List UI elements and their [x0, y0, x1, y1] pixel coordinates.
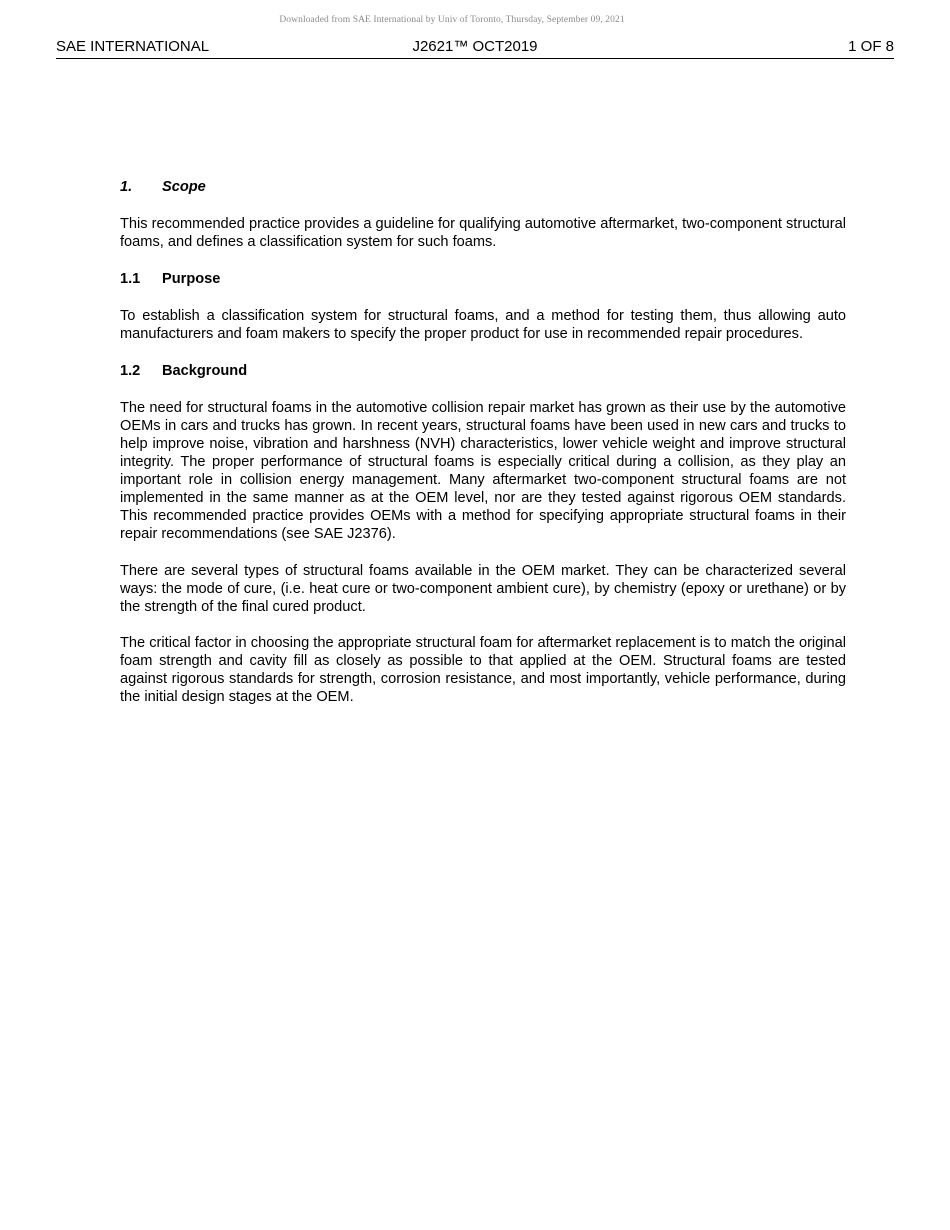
section-number: 1.2 — [120, 363, 141, 379]
document-body — [120, 178, 846, 706]
section-heading-background — [120, 362, 846, 380]
section-heading-scope — [120, 178, 846, 196]
page-header — [56, 38, 894, 59]
section-title: Background — [162, 363, 248, 379]
section-heading-purpose — [120, 270, 846, 288]
header-page-number: 1 OF 8 — [848, 38, 894, 55]
download-watermark: Downloaded from SAE International by Univ of Toronto, Thursday, September 09, 2021 — [279, 15, 625, 25]
section-title: Purpose — [162, 271, 221, 287]
background-paragraph: There are several types of structural foams available in the OEM market. They can be characterized several ways: the mode of cure, (i.e. heat cure or two-component ambient cure), by chemistry (epoxy or urethane) or by the strength of the final cured product. — [120, 563, 846, 615]
section-number: 1. — [120, 179, 133, 195]
purpose-paragraph: To establish a classification system for structural foams, and a method for testing them, thus allowing auto manufacturers and foam makers to specify the proper product for use in recommended repair procedures. — [120, 308, 846, 342]
scope-paragraph: This recommended practice provides a guideline for qualifying automotive aftermarket, two-component structural foams, and defines a classification system for such foams. — [120, 216, 846, 250]
header-publisher: SAE INTERNATIONAL — [56, 38, 210, 55]
section-title: Scope — [162, 179, 206, 195]
background-paragraph: The critical factor in choosing the appropriate structural foam for aftermarket replacement is to match the original foam strength and cavity fill as closely as possible to that applied at the OEM. Structural foams are tested against rigorous standards for strength, corrosion resistance, and most importantly, vehicle performance, during the initial design stages at the OEM. — [120, 635, 846, 705]
background-paragraph: The need for structural foams in the automotive collision repair market has grown as their use by the automotive OEMs in cars and trucks has grown. In recent years, structural foams have been used in new cars and trucks to help improve noise, vibration and harshness (NVH) characteristics, lower vehicle weight and improve structural integrity. The proper performance of structural foams is especially critical during a collision, as they play an important role in collision energy management. Many aftermarket two-component structural foams are not implemented in the same manner as at the OEM level, nor are they tested against rigorous OEM standards. This recommended practice provides OEMs with a method for specifying appropriate structural foams in their repair recommendations (see SAE J2376). — [120, 400, 846, 542]
header-document-id: J2621™ OCT2019 — [412, 38, 538, 55]
section-number: 1.1 — [120, 271, 141, 287]
